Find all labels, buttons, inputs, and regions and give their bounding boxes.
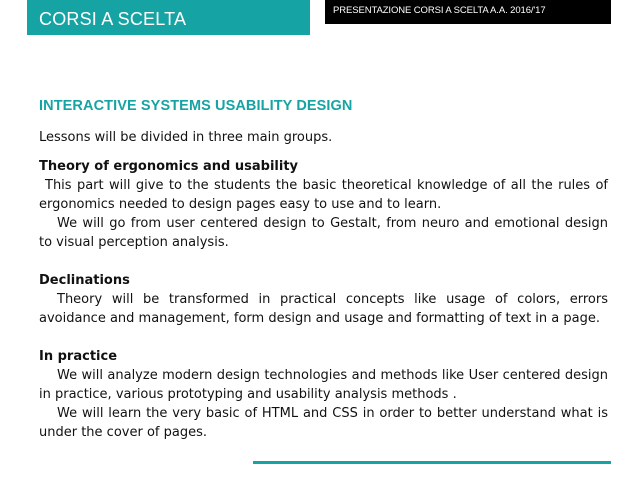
section-paragraph: We will analyze modern design technologies and methods like User centered design in practice, various prototyping and usability analysis methods . — [39, 368, 608, 402]
section-paragraph: We will learn the very basic of HTML and CSS in order to better understand what is under the cover of pages. — [39, 406, 608, 440]
section-paragraph: We will go from user centered design to Gestalt, from neuro and emotional design to visual perception analysis. — [39, 216, 608, 250]
section-title-ergonomics: Theory of ergonomics and usability — [39, 159, 299, 174]
header-bar — [0, 0, 638, 36]
section-paragraph: This part will give to the students the basic theoretical knowledge of all the rules of ergonomics needed to design pages easy to use and to learn. — [39, 178, 608, 212]
footer-divider — [253, 461, 611, 464]
section-paragraph: Theory will be transformed in practical concepts like usage of colors, errors avoidance and management, form design and usage and formatting of text in a page. — [39, 292, 608, 326]
slide-section-title: CORSI A SCELTA — [39, 9, 187, 29]
course-title: INTERACTIVE SYSTEMS USABILITY DESIGN — [39, 98, 353, 114]
slide-content — [39, 96, 608, 442]
header-subtitle-box — [325, 0, 611, 24]
section-title-declinations: Declinations — [39, 273, 130, 288]
header-title-box — [27, 0, 310, 35]
section-title-in-practice: In practice — [39, 349, 118, 364]
presentation-subtitle: PRESENTAZIONE CORSI A SCELTA A.A. 2016/'17 — [333, 5, 546, 16]
intro-text: Lessons will be divided in three main groups. — [39, 130, 333, 145]
